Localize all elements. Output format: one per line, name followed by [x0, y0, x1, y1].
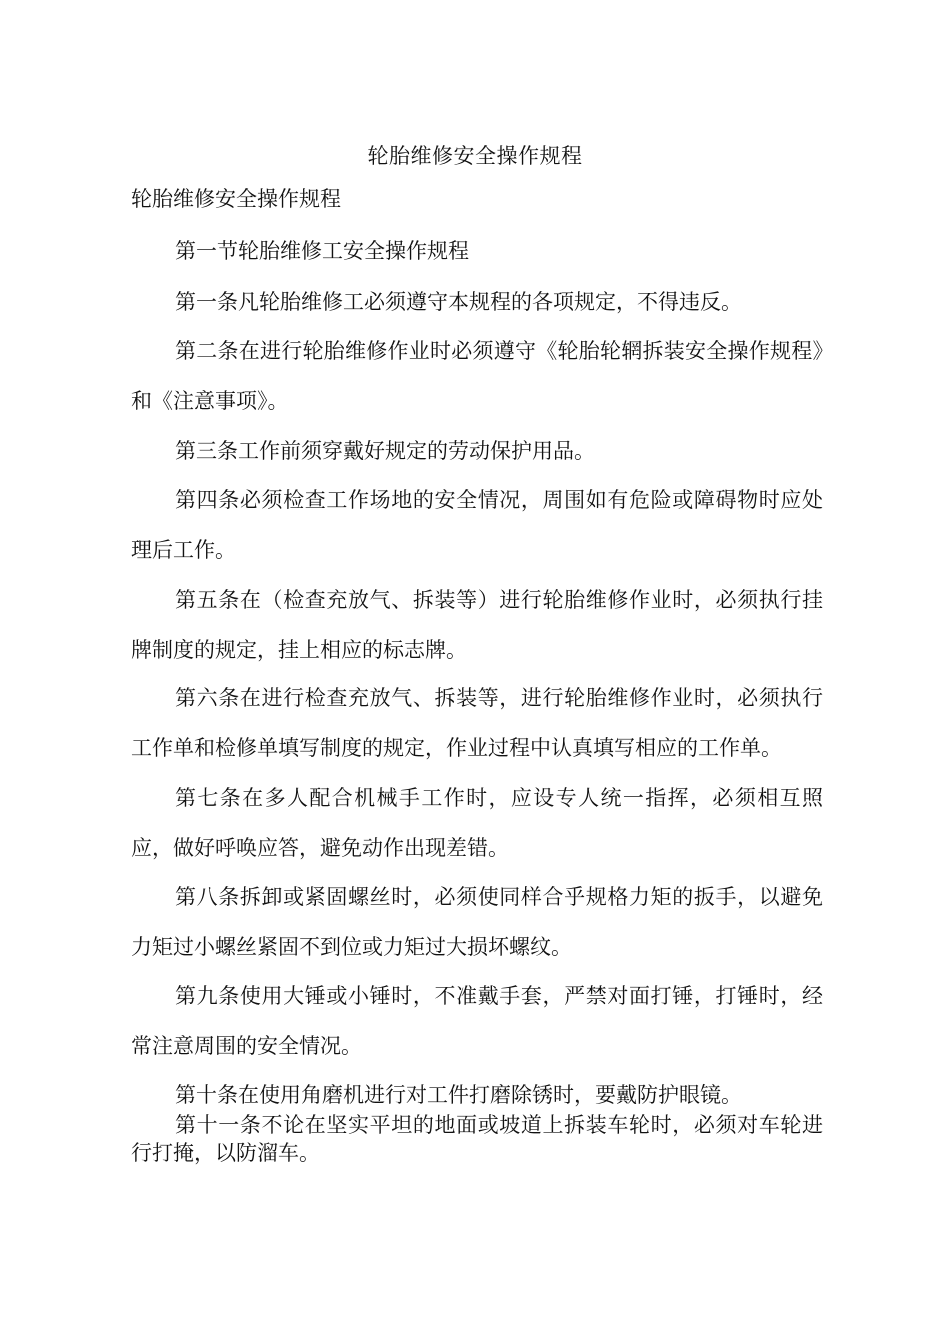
section-heading: 第一节轮胎维修工安全操作规程	[175, 239, 469, 263]
article-10: 第十条在使用角磨机进行对工件打磨除锈时，要戴防护眼镜。	[175, 1083, 742, 1107]
article-9: 第九条使用大锤或小锤时，不准戴手套，严禁对面打锤，打锤时，经常注意周围的安全情况。	[131, 984, 823, 1058]
article-7: 第七条在多人配合机械手工作时，应设专人统一指挥，必须相互照应，做好呼唤应答，避免动作出现差错。	[131, 786, 823, 860]
document-subtitle: 轮胎维修安全操作规程	[131, 187, 341, 211]
article-3: 第三条工作前须穿戴好规定的劳动保护用品。	[175, 439, 595, 463]
article-1: 第一条凡轮胎维修工必须遵守本规程的各项规定，不得违反。	[175, 290, 742, 314]
article-11: 第十一条不论在坚实平坦的地面或坡道上拆装车轮时，必须对车轮进行打掩，以防溜车。	[131, 1113, 823, 1165]
document-title: 轮胎维修安全操作规程	[367, 144, 583, 168]
article-4: 第四条必须检查工作场地的安全情况，周围如有危险或障碍物时应处理后工作。	[131, 488, 823, 562]
article-8: 第八条拆卸或紧固螺丝时，必须使同样合乎规格力矩的扳手，以避免力矩过小螺丝紧固不到位或力矩过大损坏螺纹。	[131, 885, 823, 959]
article-2: 第二条在进行轮胎维修作业时必须遵守《轮胎轮辋拆装安全操作规程》和《注意事项》。	[131, 339, 823, 413]
article-6: 第六条在进行检查充放气、拆装等，进行轮胎维修作业时，必须执行工作单和检修单填写制度的规定，作业过程中认真填写相应的工作单。	[131, 686, 823, 760]
article-5: 第五条在（检查充放气、拆装等）进行轮胎维修作业时，必须执行挂牌制度的规定，挂上相应的标志牌。	[131, 588, 823, 662]
